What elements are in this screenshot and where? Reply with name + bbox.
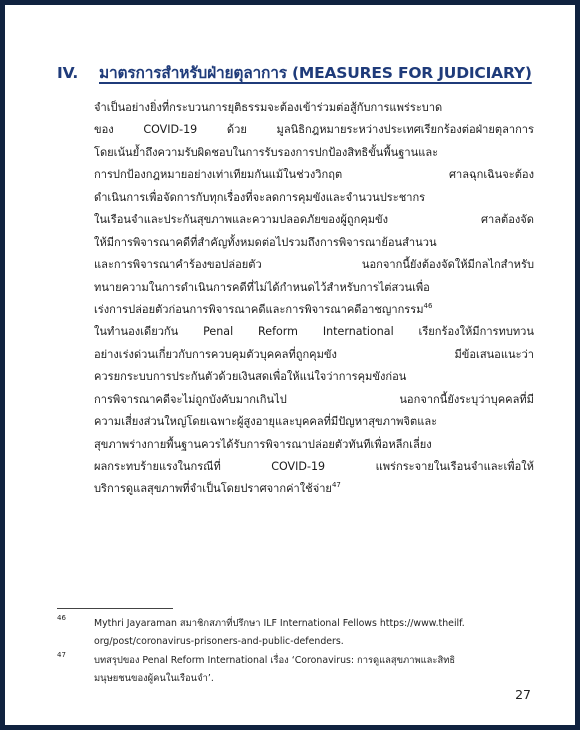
- body-line: การปกป้องกฎหมายอย่างเท่าเทียมกันแม้ในช่วงวิกฤต ศาลฉุกเฉินจะต้อง: [94, 168, 534, 182]
- body-line: บริการดูแลสุขภาพที่จำเป็นโดยปราศจากค่าใช้จ่าย$^{47}$: [94, 481, 341, 496]
- footnote-text: บทสรุปของ Penal Reform International เรื่อง ‘Coronavirus: การดูแลสุขภาพและสิทธิ: [94, 655, 456, 666]
- body-line: จำเป็นอย่างยิ่งที่กระบวนการยุติธรรมจะต้องเข้าร่วมต่อสู้กับการแพร่ระบาด: [94, 101, 443, 114]
- footnote-number: 47: [57, 651, 66, 659]
- footnote-number: 46: [57, 614, 66, 622]
- section-heading: [57, 60, 532, 85]
- footnote-text: มนุษยชนของผู้คนในเรือนจำ’.: [94, 672, 214, 684]
- footnote-ref-47[interactable]: 47: [331, 481, 341, 490]
- section-number: IV.: [57, 64, 79, 82]
- page-number: 27: [515, 687, 531, 702]
- body-line: ทนายความในการดำเนินการคดีที่ไม่ได้กำหนดไว้สำหรับการไต่สวนเพื่อ: [94, 280, 430, 294]
- body-line: ในทำนองเดียวกัน Penal Reform International เรียกร้องให้มีการทบทวน: [94, 325, 534, 339]
- body-line: ให้มีการพิจารณาคดีที่สำคัญทั้งหมดต่อไปรวมถึงการพิจารณาย้อนสำนวน: [94, 235, 437, 249]
- body-line: และการพิจารณาคำร้องขอปล่อยตัว นอกจากนี้ยังต้องจัดให้มีกลไกสำหรับ: [94, 258, 534, 272]
- body-line: ความเสี่ยงส่วนใหญ่โดยเฉพาะผู้สูงอายุและบุคคลที่มีปัญหาสุขภาพจิตและ: [94, 415, 438, 429]
- body-line: การพิจารณาคดีจะไม่ถูกบังคับมากเกินไป นอกจากนี้ยังระบุว่าบุคคลที่มี: [94, 392, 534, 406]
- footnote-text[interactable]: Mythri Jayaraman สมาชิกสภาที่ปรึกษา ILF International Fellows https://www.theilf.: [94, 618, 465, 629]
- body-line: โดยเน้นย้ำถึงความรับผิดชอบในการรับรองการปกป้องสิทธิขั้นพื้นฐานและ: [94, 145, 439, 159]
- footnote-divider: [57, 608, 173, 609]
- footnote-ref-46[interactable]: 46: [423, 301, 433, 310]
- body-line: เร่งการปล่อยตัวก่อนการพิจารณาคดีและการพิจารณาคดีอาชญากรรม$^{46}$: [94, 301, 433, 316]
- body-line: ของ COVID-19 ด้วย มูลนิธิกฎหมายระหว่างประเทศเรียกร้องต่อฝ่ายตุลาการ: [94, 123, 534, 137]
- body-paragraph: [94, 97, 534, 501]
- footnote-46: [57, 615, 537, 650]
- footnotes: [57, 615, 537, 689]
- body-line: ในเรือนจำและประกันสุขภาพและความปลอดภัยของผู้ถูกคุมขัง ศาลต้องจัด: [94, 213, 534, 227]
- body-line: ควรยกระบบการประกันตัวด้วยเงินสดเพื่อให้แน่ใจว่าการคุมขังก่อน: [94, 370, 407, 384]
- footnote-47: [57, 652, 537, 687]
- body-line: ผลกระทบร้ายแรงในกรณีที่ COVID-19 แพร่กระจายในเรือนจำและเพื่อให้: [94, 460, 534, 473]
- footnote-text[interactable]: org/post/coronavirus-prisoners-and-public-defenders.: [94, 635, 344, 647]
- section-title: มาตรการสำหรับฝ่ายตุลาการ (MEASURES FOR JUDICIARY): [99, 64, 532, 82]
- body-line: อย่างเร่งด่วนเกี่ยวกับการควบคุมตัวบุคคลที่ถูกคุมขัง มีข้อเสนอแนะว่า: [94, 347, 534, 361]
- body-line: ดำเนินการเพื่อจัดการกับทุกเรื่องที่จะลดการคุมขังและจำนวนประชากร: [94, 190, 426, 204]
- body-line: สุขภาพร่างกายพื้นฐานควรได้รับการพิจารณาปล่อยตัวทันทีเพื่อหลีกเลี่ยง: [94, 437, 432, 451]
